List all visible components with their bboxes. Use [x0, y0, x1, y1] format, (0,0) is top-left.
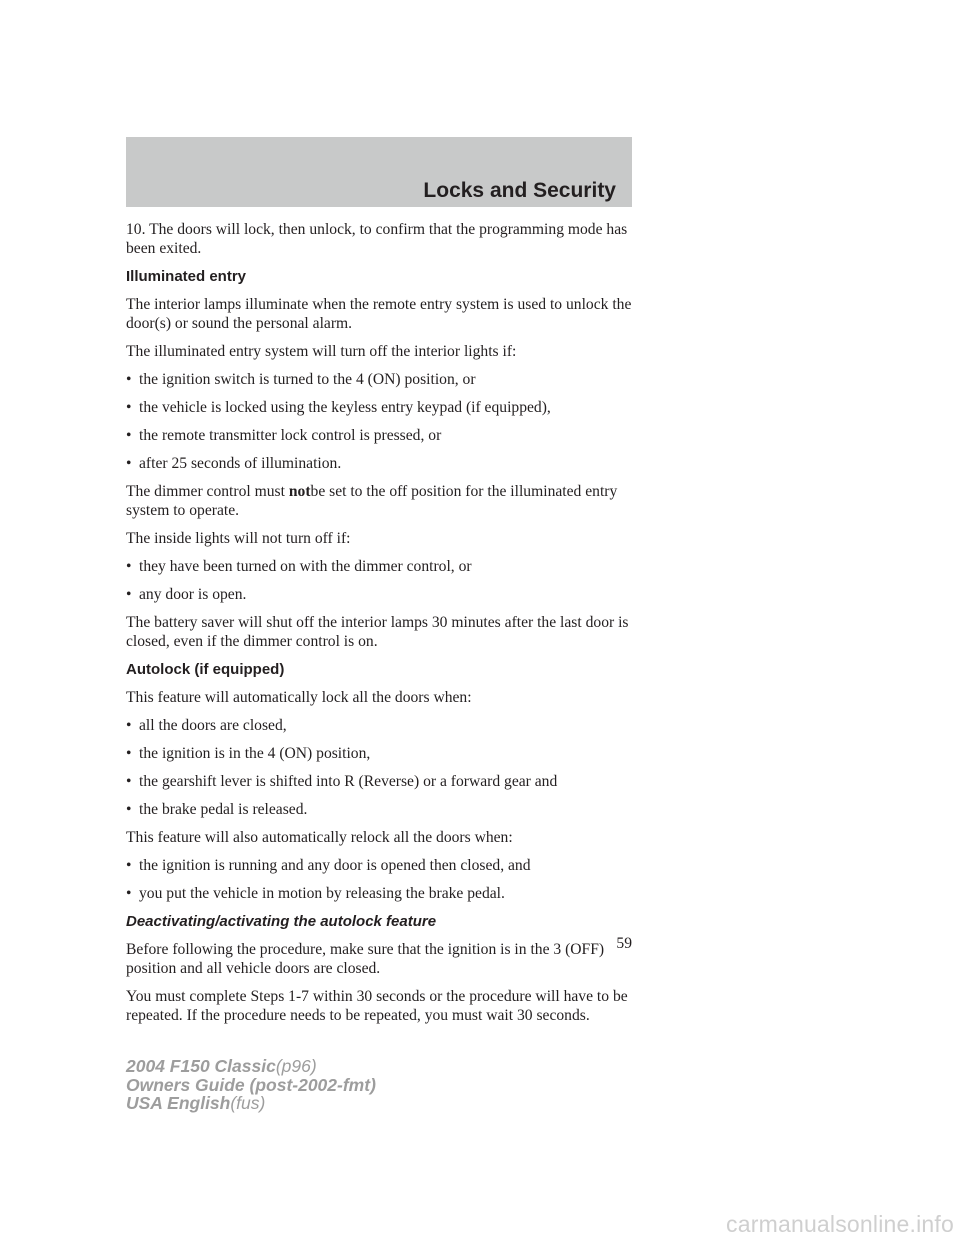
footer-line-language [126, 1094, 376, 1113]
paragraph-battery-saver: The battery saver will shut off the interior lamps 30 minutes after the last door is closed, even if the dimmer control is on. [126, 614, 629, 650]
footer-model-code: (p96) [275, 1056, 317, 1076]
list-item [126, 716, 632, 735]
list-item-text: the ignition is running and any door is opened then closed, and [139, 857, 531, 874]
list-item [126, 454, 632, 473]
bullet-glyph: • [126, 773, 132, 790]
paragraph-dimmer [126, 482, 632, 520]
bullet-glyph: • [126, 745, 132, 762]
bullet-glyph: • [126, 801, 132, 818]
bullet-glyph: • [126, 717, 132, 734]
page-body [126, 220, 632, 1034]
paragraph-illuminated-off-conditions: The illuminated entry system will turn off the interior lights if: [126, 343, 517, 360]
footer-line-guide [126, 1076, 376, 1095]
list-item-text: after 25 seconds of illumination. [139, 455, 342, 472]
paragraph-relock-intro: This feature will also automatically relock all the doors when: [126, 829, 513, 846]
bullet-glyph: • [126, 399, 132, 416]
footer-language-code: (fus) [230, 1093, 266, 1113]
paragraph-inside-lights: The inside lights will not turn off if: [126, 530, 351, 547]
list-item [126, 856, 632, 875]
list-item-text: the remote transmitter lock control is pressed, or [139, 427, 442, 444]
heading-deactivating-autolock: Deactivating/activating the autolock feature [126, 913, 437, 930]
bullet-glyph: • [126, 586, 132, 603]
bullet-glyph: • [126, 371, 132, 388]
footer-line-model [126, 1057, 376, 1076]
list-item [126, 744, 632, 763]
footer-model: 2004 F150 Classic [126, 1056, 276, 1076]
list-item [126, 398, 632, 417]
bullet-glyph: • [126, 885, 132, 902]
list-item-text: the ignition switch is turned to the 4 (ON) position, or [139, 371, 476, 388]
list-item [126, 772, 632, 791]
footer-guide: Owners Guide (post-2002-fmt) [126, 1074, 376, 1095]
paragraph-step-10: 10. The doors will lock, then unlock, to confirm that the programming mode has been exited. [126, 221, 628, 257]
paragraph-illuminated-intro: The interior lamps illuminate when the remote entry system is used to unlock the door(s) or sound the personal alarm. [126, 296, 632, 332]
document-footer [126, 1057, 376, 1113]
heading-illuminated-entry: Illuminated entry [126, 268, 247, 285]
list-item-text: all the doors are closed, [139, 717, 287, 734]
bullet-glyph: • [126, 427, 132, 444]
paragraph-steps-timing: You must complete Steps 1-7 within 30 seconds or the procedure will have to be repeated. If the procedure needs to be repeated, you must wait 30 seconds. [126, 988, 628, 1024]
section-title: Locks and Security [423, 179, 616, 202]
paragraph-autolock-intro: This feature will automatically lock all the doors when: [126, 689, 472, 706]
list-item-text: the ignition is in the 4 (ON) position, [139, 745, 371, 762]
site-watermark: carmanualsonline.info [726, 1211, 954, 1237]
list-item-text: the vehicle is locked using the keyless entry keypad (if equipped), [139, 399, 551, 416]
bullet-glyph: • [126, 455, 132, 472]
list-item [126, 800, 632, 819]
list-item-text: any door is open. [139, 586, 247, 603]
page-number: 59 [616, 935, 632, 952]
list-item [126, 557, 632, 576]
paragraph-before-procedure: Before following the procedure, make sure that the ignition is in the 3 (OFF) position and all vehicle doors are closed. [126, 941, 605, 977]
list-item-text: the brake pedal is released. [139, 801, 308, 818]
footer-language: USA English [126, 1093, 231, 1113]
dimmer-text-start: The dimmer control must [126, 483, 289, 500]
heading-autolock: Autolock (if equipped) [126, 661, 285, 678]
list-item [126, 370, 632, 389]
list-item [126, 426, 632, 445]
section-header-band [126, 137, 632, 207]
bullet-glyph: • [126, 857, 132, 874]
bullet-glyph: • [126, 558, 132, 575]
list-item [126, 585, 632, 604]
dimmer-emphasis: not [288, 483, 311, 500]
list-item-text: the gearshift lever is shifted into R (Reverse) or a forward gear and [139, 773, 558, 790]
list-item-text: you put the vehicle in motion by releasing the brake pedal. [139, 885, 505, 902]
dimmer-text-end: be set to the off position for the illuminated entry system to operate. [126, 483, 618, 519]
list-item-text: they have been turned on with the dimmer control, or [139, 558, 472, 575]
list-item [126, 884, 632, 903]
